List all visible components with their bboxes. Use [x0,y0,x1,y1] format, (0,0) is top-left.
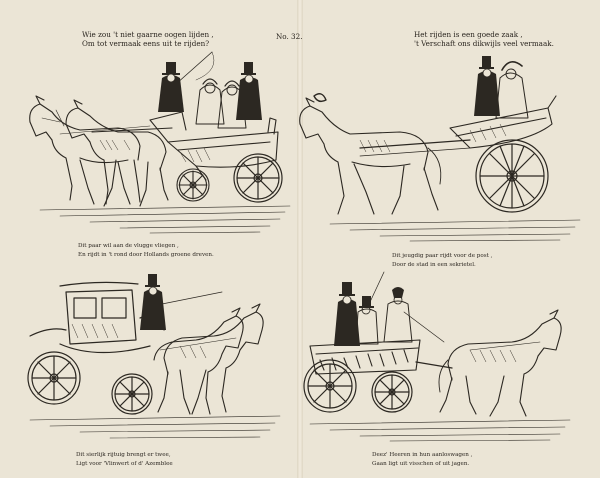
coachman [140,274,222,330]
front-wheel [177,169,209,201]
wagon-horse [439,310,561,416]
wagon-front-wheel [372,372,412,412]
illustration-gig [300,56,580,241]
gig-passengers [474,56,528,118]
left-verse-line-1: Wie zou 't niet gaarne oogen lijden , [82,30,214,39]
ground-hatching-4 [310,420,570,441]
rear-wheel [234,154,282,202]
ground-hatching [40,206,290,233]
illustration-wagon [304,272,570,441]
shading-4 [470,350,516,362]
caption-top-right-1: Dit jeugdig paar rijdt voor de post , [392,253,493,259]
caption-bottom-left-2: Ligt voor 'Vlinwert of d' Azemblee [76,461,173,467]
right-verse-line-1: Het rijden is een goede zaak , [414,30,523,39]
carriage-body [150,112,278,180]
caption-top-right-2: Door de stad in een sekrietel. [392,262,476,268]
gig-wheel [476,140,548,212]
passengers [158,52,262,128]
shading-2 [360,124,506,152]
gig-horse [300,94,441,214]
wagon-body [310,340,452,374]
caption-bottom-right-2: Gaan ligt uit visschen of uit jagen. [372,461,470,467]
caption-top-left-1: Dit paar wil aan de vlugge vliegen , [78,243,179,249]
illustration-coach [28,274,280,438]
ground-hatching-2 [330,220,580,241]
wagon-passengers [334,272,444,346]
caption-bottom-right-1: Deez' Heeren in hun aanloswagen , [372,452,473,458]
right-verse-line-2: 't Verschaft ons dikwijls veel vermaak. [414,39,554,48]
ground-hatching-3 [30,416,280,438]
coach-rear-wheel [28,352,80,404]
coach-horse-rear [154,308,243,414]
caption-top-left-2: En rijdt in 't rond door Hollands groene dreven. [78,252,214,258]
page-number: No. 32. [276,32,303,41]
shading [100,140,210,162]
horse-rear [60,100,172,206]
illustration-two-horse-carriage [30,52,290,233]
left-verse-line-2: Om tot vermaak eens uit te rijden? [82,39,210,48]
coach-horse-front [158,304,263,414]
coach-front-wheel [112,374,152,414]
caption-bottom-left-1: Dit sierlijk rijtuig brengt er twee, [76,452,171,458]
